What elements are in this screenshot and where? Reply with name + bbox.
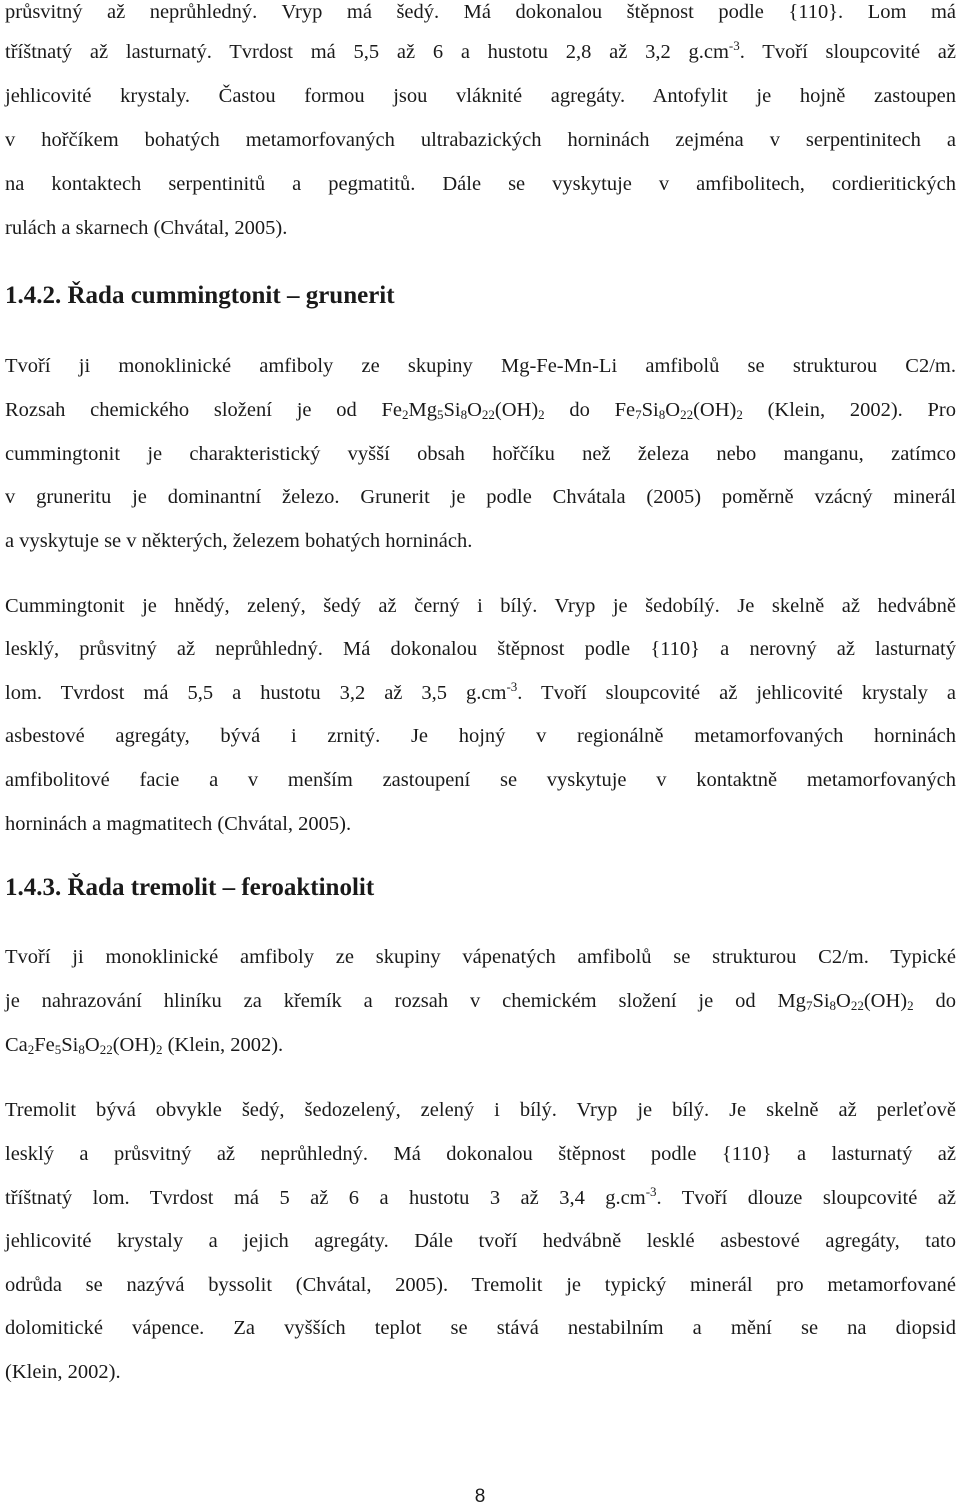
text-line: v gruneritu je dominantní železo. Grunerit je podle Chvátala (2005) poměrně vzácný minerál	[5, 486, 956, 508]
page-number: 8	[474, 1486, 486, 1507]
section-heading: 1.4.2. Řada cummingtonit – grunerit	[5, 282, 395, 309]
text-line: rulách a skarnech (Chvátal, 2005).	[5, 217, 288, 239]
text-line: cummingtonit je charakteristický vyšší obsah hořčíku než železa nebo manganu, zatímco	[5, 443, 956, 465]
text-line: Rozsah chemického složení je od $Fe_2Mg_5Si_8O_{22}(OH)_2$ do $Fe_7Si_8O_{22}(OH)_2$ (Klein, 2002). Pro	[5, 399, 957, 422]
text-line: odrůda se nazývá byssolit (Chvátal, 2005). Tremolit je typický minerál pro metamorfované	[5, 1274, 956, 1296]
text-line: průsvitný až neprůhledný. Vryp má šedý. Má dokonalou štěpnost podle {110}. Lom má	[5, 1, 956, 23]
text-line: v hořčíkem bohatých metamorfovaných ultrabazických horninách zejména v serpentinitech a	[5, 129, 956, 151]
text-line: Tvoří ji monoklinické amfiboly ze skupiny vápenatých amfibolů se strukturou C2/m. Typické	[5, 946, 956, 968]
text-line: (Klein, 2002).	[5, 1361, 121, 1383]
text-line: jehlicovité krystaly. Častou formou jsou vláknité agregáty. Antofylit je hojně zastoupen	[5, 85, 956, 107]
text-line: amfibolitové facie a v menším zastoupení se vyskytuje v kontaktně metamorfovaných	[5, 769, 956, 791]
text-line: tříštnatý až lasturnatý. Tvrdost má 5,5 až 6 a hustotu 2,8 až 3,2 $g.cm^{-3}$. Tvoří sloupcovité až	[5, 38, 956, 63]
text-line: horninách a magmatitech (Chvátal, 2005).	[5, 813, 352, 835]
section-heading: 1.4.3. Řada tremolit – feroaktinolit	[5, 874, 375, 901]
text-line: lesklý, průsvitný až neprůhledný. Má dokonalou štěpnost podle {110} a nerovný až lasturnatý	[5, 638, 956, 660]
text-line: jehlicovité krystaly a jejich agregáty. Dále tvoří hedvábně lesklé asbestové agregáty, tato	[5, 1230, 956, 1252]
text-line: Tremolit bývá obvykle šedý, šedozelený, zelený i bílý. Vryp je bílý. Je skelně až perleťově	[5, 1099, 956, 1121]
text-line: Tvoří ji monoklinické amfiboly ze skupiny Mg-Fe-Mn-Li amfibolů se strukturou C2/m.	[5, 355, 956, 377]
text-line: lesklý a průsvitný až neprůhledný. Má dokonalou štěpnost podle {110} a lasturnatý až	[5, 1143, 956, 1165]
text-line: na kontaktech serpentinitů a pegmatitů. Dále se vyskytuje v amfibolitech, cordieritických	[5, 173, 956, 195]
text-line: $Ca_2Fe_5Si_8O_{22}(OH)_2$ (Klein, 2002).	[5, 1034, 284, 1057]
text-line: a vyskytuje se v některých, železem bohatých horninách.	[5, 530, 473, 552]
text-line: asbestové agregáty, bývá i zrnitý. Je hojný v regionálně metamorfovaných horninách	[5, 725, 956, 747]
text-line: Cummingtonit je hnědý, zelený, šedý až černý i bílý. Vryp je šedobílý. Je skelně až hedvábně	[5, 595, 956, 617]
text-line: tříštnatý lom. Tvrdost má 5 až 6 a hustotu 3 až 3,4 $g.cm^{-3}$. Tvoří dlouze sloupcovité až	[5, 1184, 956, 1209]
text-line: je nahrazování hliníku za křemík a rozsah v chemickém složení je od $Mg_7Si_8O_{22}(OH)_2$ do	[5, 990, 956, 1013]
text-line: dolomitické vápence. Za vyšších teplot se stává nestabilním a mění se na diopsid	[5, 1317, 956, 1339]
text-line: lom. Tvrdost má 5,5 a hustotu 3,2 až 3,5 $g.cm^{-3}$. Tvoří sloupcovité až jehlicovité krystaly a	[5, 679, 956, 704]
